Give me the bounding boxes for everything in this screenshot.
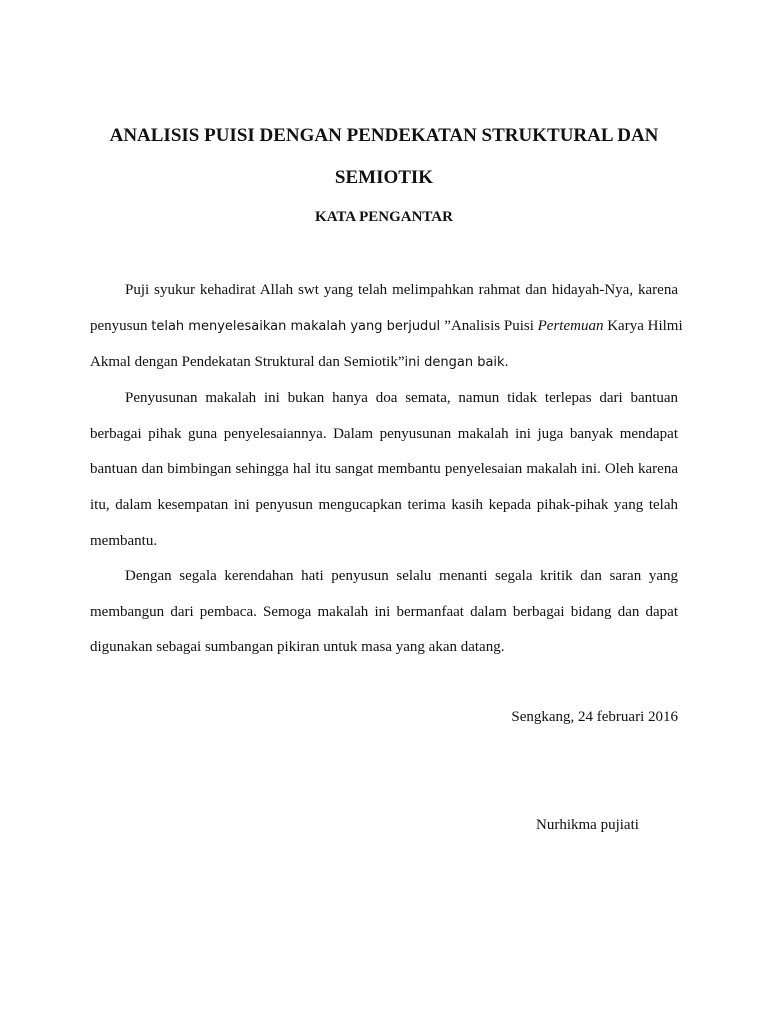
paragraph-1-line-2-part-a: penyusun <box>90 318 152 334</box>
paragraph-1-line-3-part-a: Akmal dengan Pendekatan Struktural dan Semiotik” <box>90 354 405 370</box>
author-name: Nurhikma pujiati <box>536 817 639 833</box>
paragraph-1-line-2-part-b: telah menyelesaikan makalah yang berjudul <box>151 319 445 334</box>
paragraph-2-line-2: berbagai pihak guna penyelesaiannya. Dalam penyusunan makalah ini juga banyak mendapat <box>90 426 678 442</box>
paragraph-1-line-1: Puji syukur kehadirat Allah swt yang telah melimpahkan rahmat dan hidayah-Nya, karena <box>125 282 678 298</box>
place-date: Sengkang, 24 februari 2016 <box>511 709 678 725</box>
paragraph-2-line-4: itu, dalam kesempatan ini penyusun mengucapkan terima kasih kepada pihak-pihak yang telah <box>90 497 678 513</box>
section-heading: KATA PENGANTAR <box>315 209 453 225</box>
paragraph-2-line-3: bantuan dan bimbingan sehingga hal itu sangat membantu penyelesaian makalah ini. Oleh karena <box>90 461 678 477</box>
paragraph-2-line-5: membantu. <box>90 533 158 549</box>
paragraph-1-italic-title: Pertemuan <box>537 318 604 334</box>
paragraph-1-line-3 <box>90 353 678 372</box>
paragraph-2-line-1: Penyusunan makalah ini bukan hanya doa semata, namun tidak terlepas dari bantuan <box>125 390 678 406</box>
paragraph-3-line-3: digunakan sebagai sumbangan pikiran untuk masa yang akan datang. <box>90 639 505 655</box>
paragraph-3-line-2: membangun dari pembaca. Semoga makalah ini bermanfaat dalam berbagai bidang dan dapat <box>90 604 678 620</box>
paragraph-3-line-1: Dengan segala kerendahan hati penyusun selalu menanti segala kritik dan saran yang <box>125 568 678 584</box>
document-title-line-2: SEMIOTIK <box>334 167 434 188</box>
paragraph-1-line-2-part-c: ”Analisis Puisi <box>444 318 538 334</box>
paragraph-1-line-3-part-b: ini dengan baik. <box>404 355 509 370</box>
paragraph-1-line-2 <box>90 317 683 336</box>
paragraph-1-line-2-part-d: Karya Hilmi <box>603 318 683 334</box>
document-title-line-1: ANALISIS PUISI DENGAN PENDEKATAN STRUKTURAL DAN <box>109 125 659 146</box>
